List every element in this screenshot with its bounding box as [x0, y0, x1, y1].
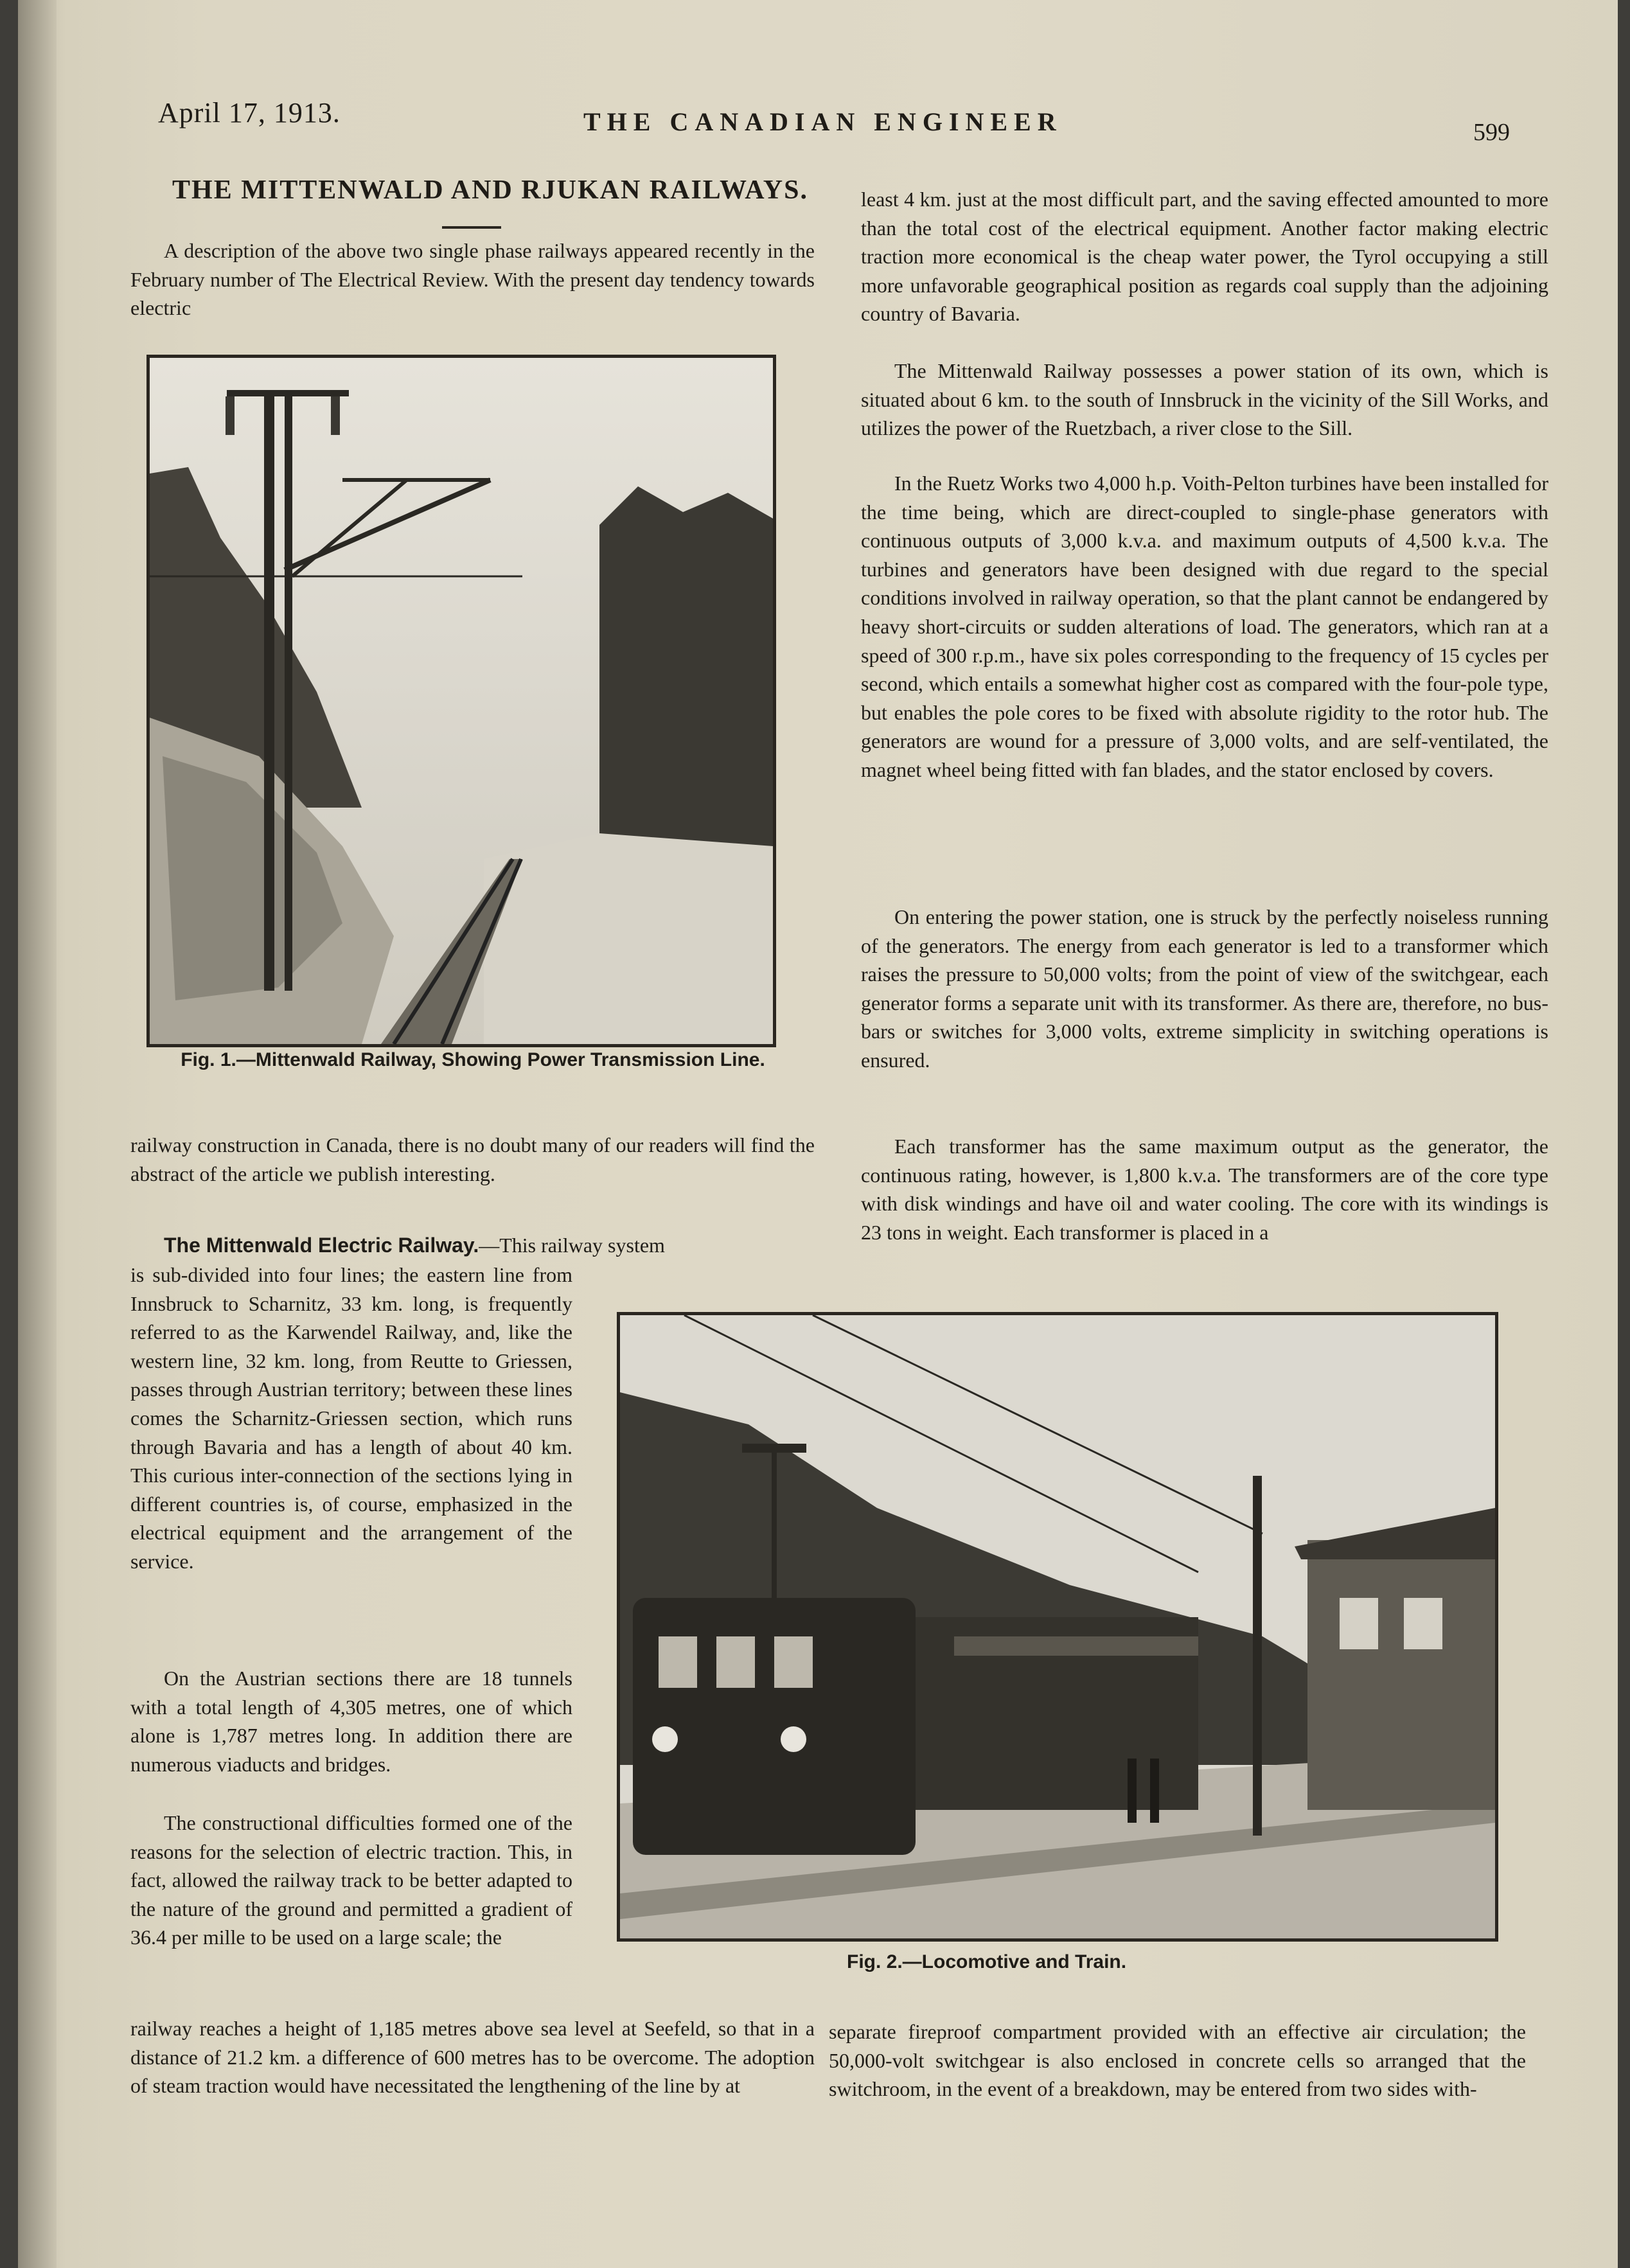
switchgear-paragraph: separate fireproof compartment provided with an effective air circulation; the 50,000-volt switchgear is also enclosed in concrete cells so arranged that the switchroom, in the event of a breakdown, may be entered from two sides with- — [829, 2020, 1526, 2101]
power-station-paragraph: The Mittenwald Railway possesses a power station of its own, which is situated about 6 km. to the south of Innsbruck in the vicinity of the Sill Works, and utilizes the power of the Ruetzbach, a river close to the Sill. — [861, 359, 1548, 440]
tunnels-paragraph: On the Austrian sections there are 18 tunnels with a total length of 4,305 metres, one of which alone is 1,787 metres long. In addition there are numerous viaducts and bridges. — [130, 1667, 572, 1776]
journal-page — [18, 0, 1618, 2268]
page-number: 599 — [1473, 119, 1510, 146]
section-lead: —This railway system — [479, 1234, 665, 1257]
section-opening — [130, 1231, 815, 1260]
fig1-caption: Fig. 1.—Mittenwald Railway, Showing Power Transmission Line. — [181, 1049, 765, 1070]
fig2-caption: Fig. 2.—Locomotive and Train. — [847, 1951, 1127, 1972]
article-title: THE MITTENWALD AND RJUKAN RAILWAYS. — [172, 175, 808, 205]
book-spine-shadow — [18, 0, 57, 2268]
fig1-photo — [146, 355, 776, 1047]
title-divider — [442, 226, 501, 229]
difficulties-paragraph: The constructional difficulties formed one of the reasons for the selection of electric traction. This, in fact, allowed the railway track to be better adapted to the nature of the ground and permitted a gradient of 36.4 per mille to be used on a large scale; the — [130, 1811, 572, 1949]
section-heading: The Mittenwald Electric Railway. — [164, 1234, 479, 1257]
intro-paragraph: A description of the above two single phase railways appeared recently in the February number of The Electrical Review. With the present day tendency towards electric — [130, 239, 815, 320]
section-body: is sub-divided into four lines; the eastern line from Innsbruck to Scharnitz, 33 km. long, is frequently referred to as the Karwendel Railway, and, like the western line, 32 km. long, from Reutte to Griessen, passes through Austrian territory; between these lines comes the Scharnitz-Griessen section, which runs through Bavaria and has a length of about 40 km. This curious inter-connection of the sections lying in different countries is, of course, emphasized in the electrical equipment and the arrangement of the service. — [130, 1263, 572, 1573]
generators-paragraph: On entering the power station, one is struck by the perfectly noiseless running of the generators. The energy from each generator is led to a transformer which raises the pressure to 50,000 volts; from the point of view of the switchgear, each generator forms a separate unit with its transformer. As there are, therefore, no bus-bars or switches for 3,000 volts, extreme simplicity in switching operations is ensured. — [861, 905, 1548, 1072]
difficulties-continuation: railway reaches a height of 1,185 metres above sea level at Seefeld, so that in a distance of 21.2 km. a difference of 600 metres has to be overcome. The adoption of steam traction would have necessitated the lengthening of the line by at — [130, 2017, 815, 2098]
journal-title: THE CANADIAN ENGINEER — [583, 107, 1063, 136]
fig2-photo — [617, 1312, 1498, 1942]
ruetz-works-paragraph: In the Ruetz Works two 4,000 h.p. Voith-Pelton turbines have been installed for the time being, which are direct-coupled to single-phase generators with continuous outputs of 3,000 k.v.a. and maximum outputs of 4,500 k.v.a. The turbines and generators have been designed with due regard to the special conditions involved in railway operation, so that the plant cannot be endangered by heavy short-circuits or sudden alterations of load. The generators, which ran at a speed of 300 r.p.m., have six poles corresponding to the frequency of 15 cycles per second, which entails a somewhat higher cost as compared with the four-pole type, but enables the pole cores to be fixed with absolute rigidity to the rotor hub. The generators are wound for a pressure of 3,000 volts, and are self-ventilated, the magnet wheel being fitted with fan blades, and the stator enclosed by covers. — [861, 472, 1548, 781]
intro-continuation: railway construction in Canada, there is no doubt many of our readers will find the abstract of the article we publish interesting. — [130, 1133, 815, 1185]
fig2-illustration — [620, 1315, 1495, 1938]
transformer-paragraph: Each transformer has the same maximum output as the generator, the continuous rating, however, is 1,800 k.v.a. The transformers are of the core type with disk windings and have oil and water cooling. The core with its windings is 23 tons in weight. Each transformer is placed in a — [861, 1135, 1548, 1244]
issue-date: April 17, 1913. — [158, 97, 341, 128]
fig1-illustration — [150, 358, 773, 1044]
right-paragraph-1: least 4 km. just at the most difficult part, and the saving effected amounted to more than the total cost of the electrical equipment. Another factor making electric traction more economical is the cheap water power, the Tyrol occupying a still more unfavorable geographical position as regards coal supply than the adjoining country of Bavaria. — [861, 188, 1548, 326]
